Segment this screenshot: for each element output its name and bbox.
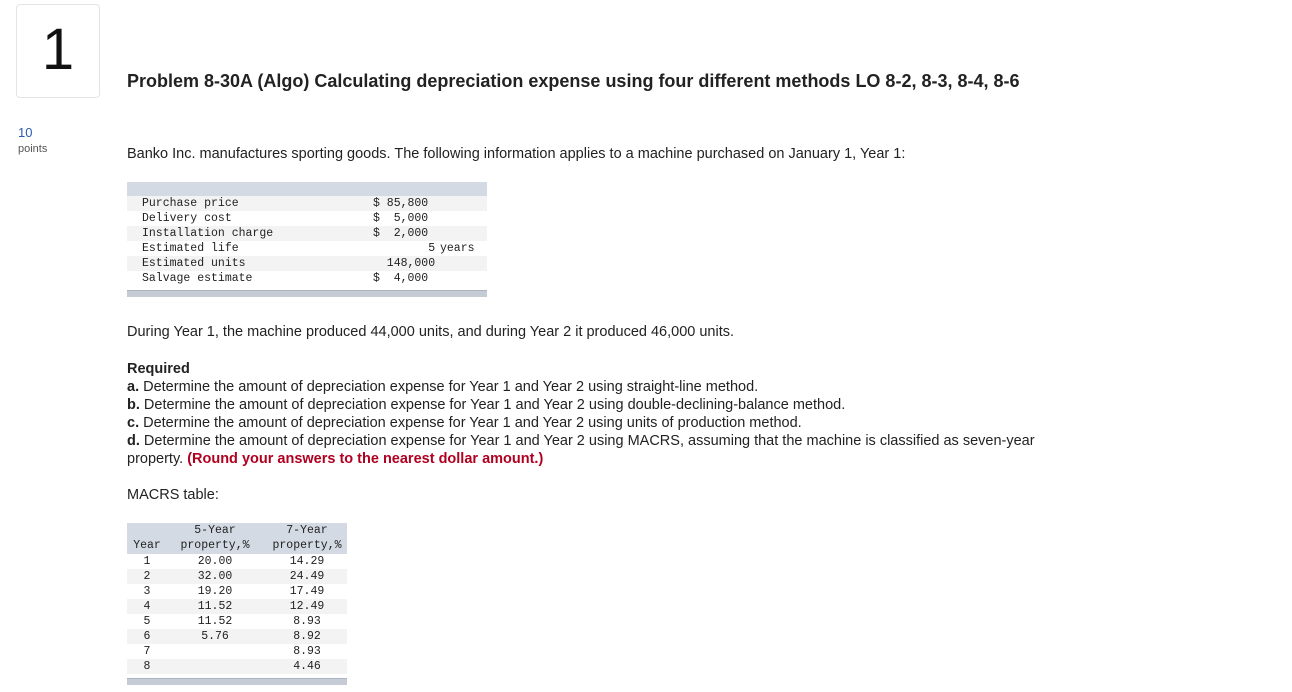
macrs-header-year: Year [133, 539, 161, 552]
info-label: Estimated units [142, 257, 246, 270]
macrs-row [127, 644, 347, 659]
macrs-row [127, 614, 347, 629]
info-value: $ 4,000 [373, 272, 429, 285]
macrs-label: MACRS table: [127, 487, 219, 503]
macrs-year: 1 [143, 555, 151, 568]
required-heading: Required [127, 361, 190, 377]
macrs-row [127, 629, 347, 644]
macrs-seven-year-rate: 12.49 [289, 600, 325, 613]
info-value: $ 85,800 [373, 197, 429, 210]
info-row [127, 241, 487, 256]
macrs-seven-year-rate: 24.49 [289, 570, 325, 583]
macrs-year: 8 [143, 660, 151, 673]
info-table-footer [127, 290, 487, 297]
required-item-a: a. Determine the amount of depreciation expense for Year 1 and Year 2 using straight-line method. [127, 379, 759, 395]
info-unit: years [440, 242, 475, 255]
macrs-five-year-rate: 11.52 [197, 615, 233, 628]
info-row [127, 226, 487, 241]
required-item-c: c. Determine the amount of depreciation expense for Year 1 and Year 2 using units of production method. [127, 415, 802, 431]
machine-info-table [127, 182, 487, 297]
production-text: During Year 1, the machine produced 44,000 units, and during Year 2 it produced 46,000 units. [127, 324, 735, 340]
info-row [127, 271, 487, 286]
macrs-table [127, 523, 347, 685]
required-item-b: b. Determine the amount of depreciation expense for Year 1 and Year 2 using double-declining-balance method. [127, 397, 846, 413]
macrs-seven-year-rate: 8.92 [293, 630, 321, 643]
macrs-row [127, 584, 347, 599]
macrs-seven-year-rate: 4.46 [293, 660, 321, 673]
rounding-note: (Round your answers to the nearest dollar amount.) [187, 451, 544, 467]
macrs-year: 2 [143, 570, 151, 583]
info-value: 5 [373, 242, 436, 255]
points-value: 10 [18, 125, 33, 140]
macrs-header-seven-2: property,% [272, 539, 342, 552]
macrs-year: 5 [143, 615, 151, 628]
info-row [127, 196, 487, 211]
macrs-table-header [127, 523, 347, 554]
info-label: Installation charge [142, 227, 274, 240]
info-label: Estimated life [142, 242, 239, 255]
info-label: Salvage estimate [142, 272, 253, 285]
macrs-row [127, 554, 347, 569]
question-number-box [16, 4, 100, 98]
required-item-d: d. Determine the amount of depreciation expense for Year 1 and Year 2 using MACRS, assuming that the machine is classified as seven-year property. (Round your answers to the nearest dollar amount.) [127, 433, 1035, 467]
macrs-year: 4 [143, 600, 151, 613]
info-table-header [127, 182, 487, 196]
macrs-five-year-rate: 11.52 [197, 600, 233, 613]
info-value: 148,000 [373, 257, 436, 270]
macrs-row [127, 599, 347, 614]
question-number: 1 [41, 17, 75, 82]
info-row [127, 256, 487, 271]
macrs-seven-year-rate: 17.49 [289, 585, 325, 598]
info-value: $ 5,000 [373, 212, 429, 225]
macrs-header-five-2: property,% [180, 539, 250, 552]
macrs-five-year-rate: 32.00 [197, 570, 233, 583]
required-section [127, 360, 1047, 468]
intro-text: Banko Inc. manufactures sporting goods. The following information applies to a machine purchased on January 1, Year 1: [127, 146, 906, 162]
info-label: Purchase price [142, 197, 239, 210]
macrs-table-footer [127, 678, 347, 685]
macrs-header-five-1: 5-Year [194, 524, 236, 537]
macrs-seven-year-rate: 14.29 [289, 555, 325, 568]
macrs-row [127, 659, 347, 674]
macrs-header-seven-1: 7-Year [286, 524, 328, 537]
info-row [127, 211, 487, 226]
macrs-row [127, 569, 347, 584]
macrs-year: 3 [143, 585, 151, 598]
macrs-year: 7 [143, 645, 151, 658]
problem-title: Problem 8-30A (Algo) Calculating depreciation expense using four different methods LO 8-2, 8-3, 8-4, 8-6 [127, 71, 1020, 91]
macrs-seven-year-rate: 8.93 [293, 615, 321, 628]
macrs-five-year-rate: 19.20 [197, 585, 233, 598]
macrs-year: 6 [143, 630, 151, 643]
info-value: $ 2,000 [373, 227, 429, 240]
macrs-five-year-rate: 20.00 [197, 555, 233, 568]
macrs-five-year-rate: 5.76 [201, 630, 229, 643]
points-label: points [18, 143, 48, 155]
info-label: Delivery cost [142, 212, 232, 225]
macrs-seven-year-rate: 8.93 [293, 645, 321, 658]
